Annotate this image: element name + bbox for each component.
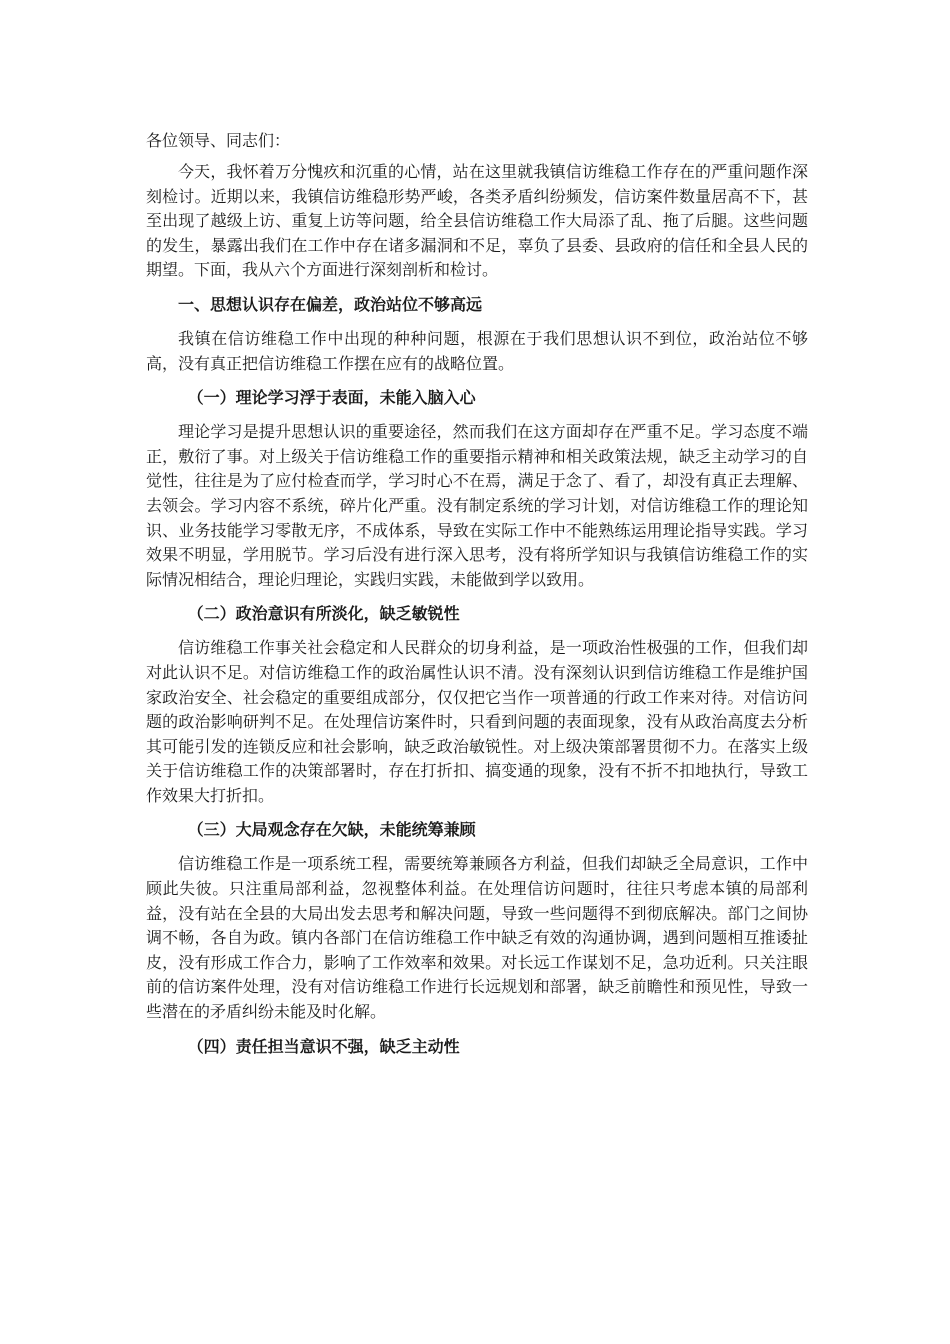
subsection-1-paragraph: 理论学习是提升思想认识的重要途径，然而我们在这方面却存在严重不足。学习态度不端正，敷衍了事。对上级关于信访维稳工作的重要指示精神和相关政策法规，缺乏主动学习的自觉性，往往是为了应付检查而学，学习时心不在焉，满足于念了、看了，却没有真正去理解、去领会。学习内容不系统，碎片化严重。没有制定系统的学习计划，对信访维稳工作的理论知识、业务技能学习零散无序，不成体系，导致在实际工作中不能熟练运用理论指导实践。学习效果不明显，学用脱节。学习后没有进行深入思考，没有将所学知识与我镇信访维稳工作的实际情况相结合，理论归理论，实践归实践，未能做到学以致用。 <box>146 422 808 589</box>
subsection-heading-1: （一）理论学习浮于表面，未能入脑入心 <box>187 388 476 408</box>
section-1-paragraph: 我镇在信访维稳工作中出现的种种问题，根源在于我们思想认识不到位，政治站位不够高，没有真正把信访维稳工作摆在应有的战略位置。 <box>146 328 808 373</box>
section-heading-1: 一、思想认识存在偏差，政治站位不够高远 <box>178 294 483 314</box>
subsection-heading-4: （四）责任担当意识不强，缺乏主动性 <box>187 1036 460 1056</box>
subsection-heading-2: （二）政治意识有所淡化，缺乏敏锐性 <box>187 604 460 624</box>
salutation: 各位领导、同志们： <box>146 131 291 150</box>
subsection-heading-3: （三）大局观念存在欠缺，未能统筹兼顾 <box>187 820 476 840</box>
intro-paragraph: 今天，我怀着万分愧疚和沉重的心情，站在这里就我镇信访维稳工作存在的严重问题作深刻检讨。近期以来，我镇信访维稳形势严峻，各类矛盾纠纷频发，信访案件数量居高不下，甚至出现了越级上访、重复上访等问题，给全县信访维稳工作大局添了乱、拖了后腿。这些问题的发生，暴露出我们在工作中存在诸多漏洞和不足，辜负了县委、县政府的信任和全县人民的期望。下面，我从六个方面进行深刻剖析和检讨。 <box>146 162 808 280</box>
subsection-3-paragraph: 信访维稳工作是一项系统工程，需要统筹兼顾各方利益，但我们却缺乏全局意识，工作中顾此失彼。只注重局部利益，忽视整体利益。在处理信访问题时，往往只考虑本镇的局部利益，没有站在全县的大局出发去思考和解决问题，导致一些问题得不到彻底解决。部门之间协调不畅，各自为政。镇内各部门在信访维稳工作中缺乏有效的沟通协调，遇到问题相互推诿扯皮，没有形成工作合力，影响了工作效率和效果。对长远工作谋划不足，急功近利。只关注眼前的信访案件处理，没有对信访维稳工作进行长远规划和部署，缺乏前瞻性和预见性，导致一些潜在的矛盾纠纷未能及时化解。 <box>146 854 808 1022</box>
subsection-2-paragraph: 信访维稳工作事关社会稳定和人民群众的切身利益，是一项政治性极强的工作，但我们却对此认识不足。对信访维稳工作的政治属性认识不清。没有深刻认识到信访维稳工作是维护国家政治安全、社会稳定的重要组成部分，仅仅把它当作一项普通的行政工作来对待。对信访问题的政治影响研判不足。在处理信访案件时，只看到问题的表面现象，没有从政治高度去分析其可能引发的连锁反应和社会影响，缺乏政治敏锐性。对上级决策部署贯彻不力。在落实上级关于信访维稳工作的决策部署时，存在打折扣、搞变通的现象，没有不折不扣地执行，导致工作效果大打折扣。 <box>146 638 808 805</box>
document-page <box>146 128 808 1069</box>
